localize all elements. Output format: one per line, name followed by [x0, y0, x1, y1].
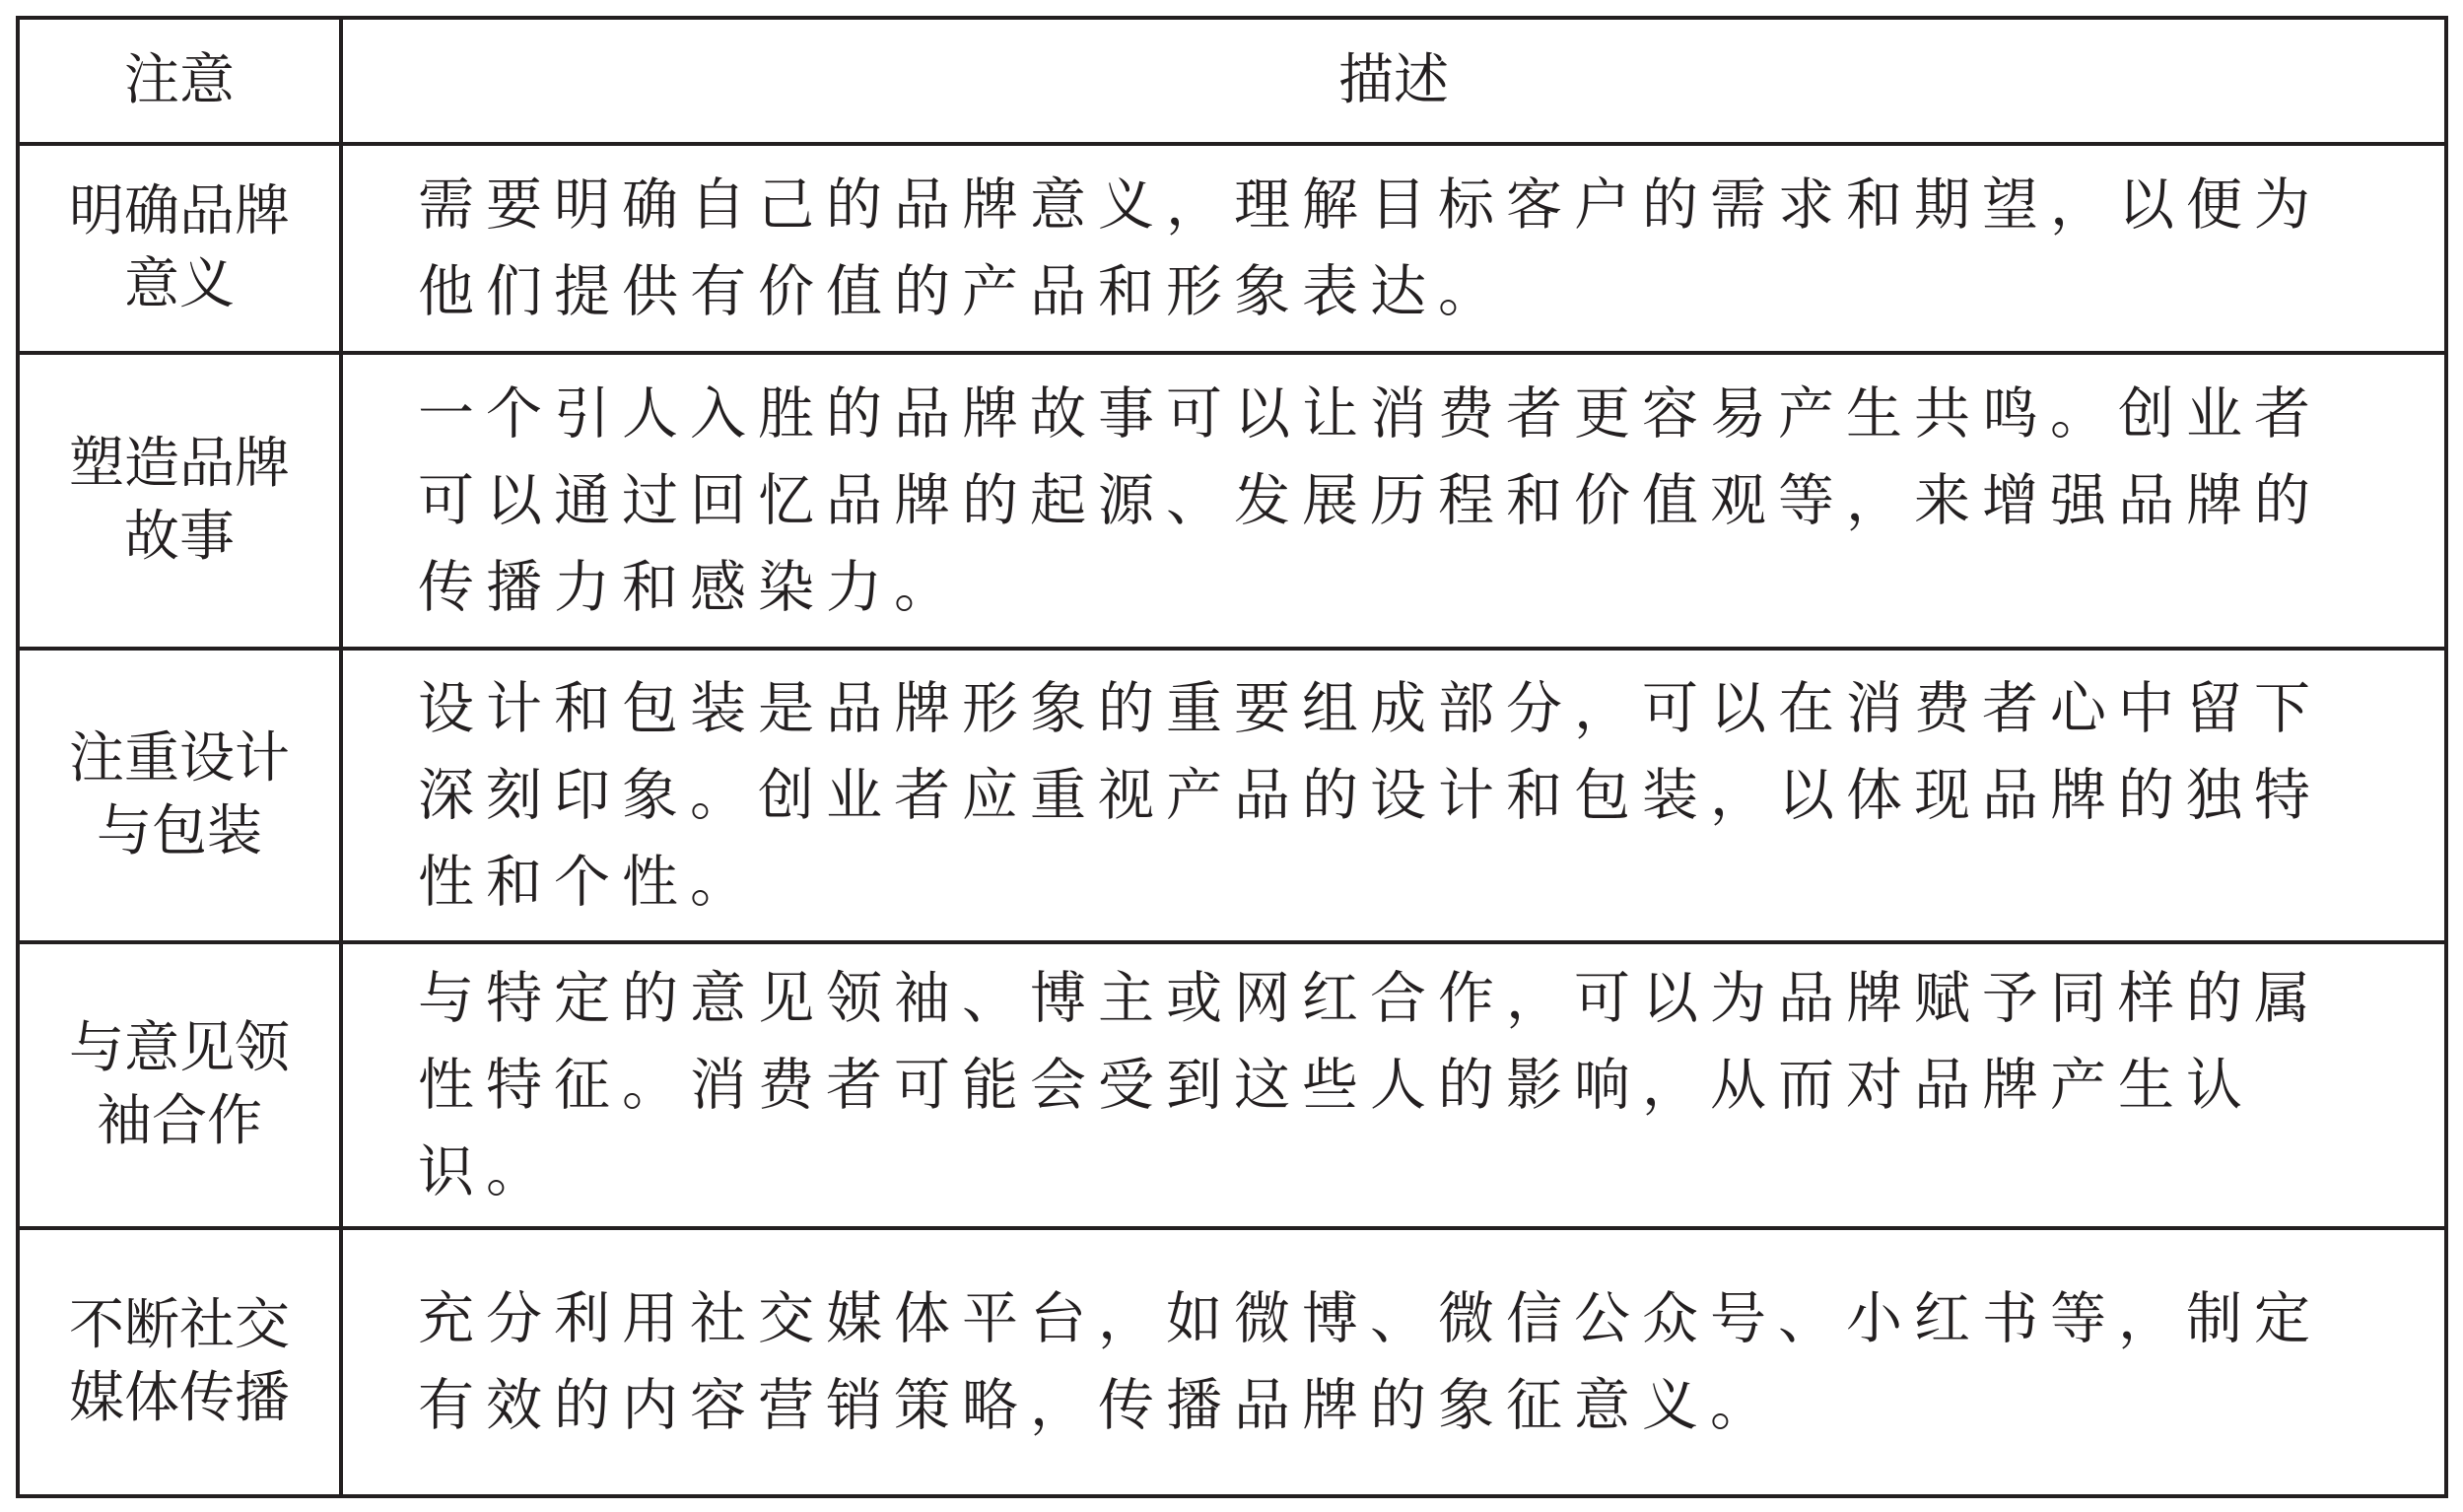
description-text: 与特定的意见领袖、博主或网红合作，可以为品牌赋予同样的属性特征。消费者可能会受到这些人的影响，从而对品牌产生认识。 [418, 966, 2322, 1204]
header-description: 描述 [341, 18, 2446, 144]
table-row [18, 144, 2446, 353]
description-cell [341, 649, 2446, 942]
description-text: 充分利用社交媒体平台，如微博、微信公众号、小红书等，制定有效的内容营销策略，传播品牌的象征意义。 [418, 1286, 2322, 1438]
note-text: 注重设计与包装 [69, 726, 290, 863]
table-row [18, 353, 2446, 649]
note-cell [18, 144, 341, 353]
table-header-row [18, 18, 2446, 144]
description-cell [341, 353, 2446, 649]
notes-table-container [16, 16, 2444, 1494]
description-cell [341, 1228, 2446, 1496]
note-cell [18, 942, 341, 1228]
brand-notes-table [16, 16, 2448, 1498]
table-row [18, 942, 2446, 1228]
table-row [18, 1228, 2446, 1496]
description-cell [341, 144, 2446, 353]
description-cell [341, 942, 2446, 1228]
description-text: 一个引人入胜的品牌故事可以让消费者更容易产生共鸣。创业者可以通过回忆品牌的起源、发展历程和价值观等，来增强品牌的传播力和感染力。 [418, 381, 2322, 620]
note-text: 塑造品牌故事 [69, 432, 290, 569]
note-cell [18, 1228, 341, 1496]
note-text: 不断社交媒体传播 [69, 1293, 290, 1430]
description-text: 需要明确自己的品牌意义，理解目标客户的需求和期望，以便为他们提供有价值的产品和形象表达。 [418, 172, 2322, 324]
note-text: 明确品牌意义 [69, 179, 290, 316]
note-text: 与意见领袖合作 [69, 1016, 290, 1153]
note-cell [18, 353, 341, 649]
description-text: 设计和包装是品牌形象的重要组成部分，可以在消费者心中留下深刻印象。创业者应重视产品的设计和包装，以体现品牌的独特性和个性。 [418, 676, 2322, 915]
header-note: 注意 [18, 18, 341, 144]
note-cell [18, 649, 341, 942]
table-row [18, 649, 2446, 942]
